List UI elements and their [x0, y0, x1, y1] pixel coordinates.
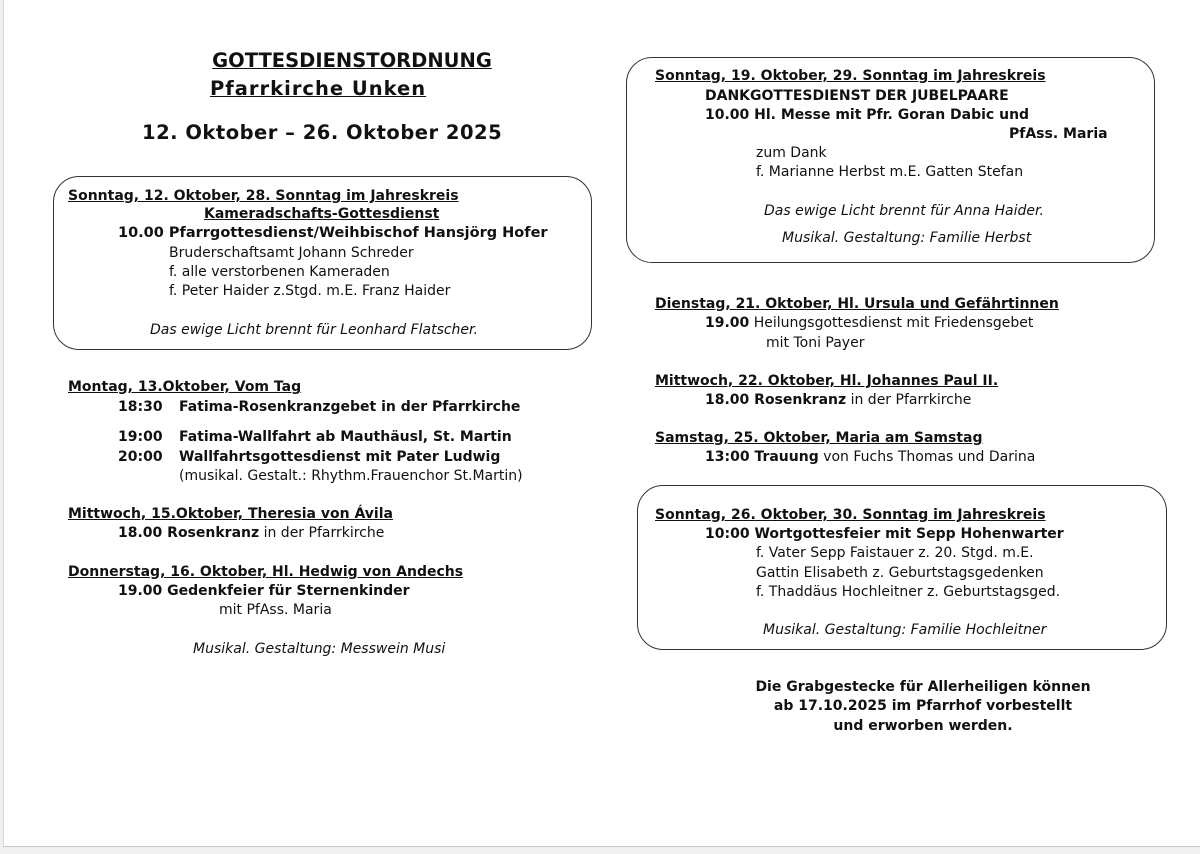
- service-line: 10.00 Hl. Messe mit Pfr. Goran Dabic und: [705, 107, 1030, 123]
- service-line: 19.00 Gedenkfeier für Sternenkinder: [118, 583, 410, 599]
- service-text: Wallfahrtsgottesdienst mit Pater Ludwig: [179, 449, 501, 465]
- service-line: [705, 314, 1033, 332]
- service-line: 10.00 Pfarrgottesdienst/Weihbischof Hansjörg Hofer: [118, 225, 548, 241]
- service-time: 19:00: [118, 429, 163, 445]
- day-heading: Donnerstag, 16. Oktober, Hl. Hedwig von Andechs: [68, 564, 464, 580]
- day-heading: Dienstag, 21. Oktober, Hl. Ursula und Gefährtinnen: [655, 296, 1059, 312]
- service-time: 13:00 Trauung: [705, 449, 819, 465]
- day-heading: Montag, 13.Oktober, Vom Tag: [68, 379, 302, 395]
- eternal-light-note: Das ewige Licht brennt für Anna Haider.: [764, 203, 1044, 219]
- celebrant: mit Toni Payer: [766, 335, 865, 351]
- service-text: Fatima-Wallfahrt ab Mauthäusl, St. Martin: [179, 429, 512, 445]
- service-time: 18.00 Rosenkranz: [118, 525, 260, 541]
- notice-line: Die Grabgestecke für Allerheiligen können: [755, 679, 1091, 695]
- service-time: 18.00 Rosenkranz: [705, 392, 847, 408]
- service-text: von Fuchs Thomas und Darina: [823, 449, 1036, 465]
- notice-line: und erworben werden.: [833, 718, 1013, 734]
- notice-line: ab 17.10.2025 im Pfarrhof vorbestellt: [773, 698, 1073, 714]
- service-subheading: DANKGOTTESDIENST DER JUBELPAARE: [705, 88, 1009, 104]
- music-note: Musikal. Gestaltung: Messwein Musi: [193, 641, 446, 657]
- intention: Bruderschaftsamt Johann Schreder: [169, 245, 414, 261]
- day-heading: Mittwoch, 22. Oktober, Hl. Johannes Paul II.: [655, 373, 999, 389]
- celebrant: mit PfAss. Maria: [219, 602, 332, 618]
- day-heading: Samstag, 25. Oktober, Maria am Samstag: [655, 430, 983, 446]
- day-heading: Mittwoch, 15.Oktober, Theresia von Ávila: [68, 506, 393, 522]
- service-text: in der Pfarrkirche: [263, 525, 385, 541]
- service-line-cont: PfAss. Maria: [1009, 126, 1108, 142]
- service-subheading: Kameradschafts-Gottesdienst: [204, 206, 440, 222]
- intention: f. alle verstorbenen Kameraden: [169, 264, 390, 280]
- music-note: (musikal. Gestalt.: Rhythm.Frauenchor St.Martin): [179, 468, 523, 484]
- day-heading: Sonntag, 19. Oktober, 29. Sonntag im Jahreskreis: [655, 68, 1046, 84]
- service-time: 20:00: [118, 449, 163, 465]
- music-note: Musikal. Gestaltung: Familie Hochleitner: [763, 622, 1047, 638]
- service-line: [118, 524, 384, 542]
- music-note: Musikal. Gestaltung: Familie Herbst: [782, 230, 1032, 246]
- day-heading: Sonntag, 26. Oktober, 30. Sonntag im Jahreskreis: [655, 507, 1046, 523]
- intention: Gattin Elisabeth z. Geburtstagsgedenken: [756, 565, 1044, 581]
- service-time: 18:30: [118, 399, 163, 415]
- intention: f. Peter Haider z.Stgd. m.E. Franz Haider: [169, 283, 451, 299]
- eternal-light-note: Das ewige Licht brennt für Leonhard Flatscher.: [150, 322, 478, 338]
- intention: f. Vater Sepp Faistauer z. 20. Stgd. m.E.: [756, 545, 1034, 561]
- intention: zum Dank: [756, 145, 827, 161]
- document-page: [3, 0, 1200, 847]
- date-range: 12. Oktober – 26. Oktober 2025: [142, 121, 503, 144]
- intention: f. Marianne Herbst m.E. Gatten Stefan: [756, 164, 1024, 180]
- day-heading: Sonntag, 12. Oktober, 28. Sonntag im Jahreskreis: [68, 188, 459, 204]
- service-text: Fatima-Rosenkranzgebet in der Pfarrkirche: [179, 399, 521, 415]
- service-text: Heilungsgottesdienst mit Friedensgebet: [753, 315, 1034, 331]
- service-line: [705, 448, 1035, 466]
- service-line: 10:00 Wortgottesfeier mit Sepp Hohenwarter: [705, 526, 1064, 542]
- service-time: 19.00: [705, 315, 750, 331]
- intention: f. Thaddäus Hochleitner z. Geburtstagsged.: [756, 584, 1061, 600]
- document-title: GOTTESDIENSTORDNUNG: [212, 49, 492, 72]
- service-text: in der Pfarrkirche: [850, 392, 972, 408]
- service-line: [705, 391, 971, 409]
- church-name: Pfarrkirche Unken: [210, 77, 427, 100]
